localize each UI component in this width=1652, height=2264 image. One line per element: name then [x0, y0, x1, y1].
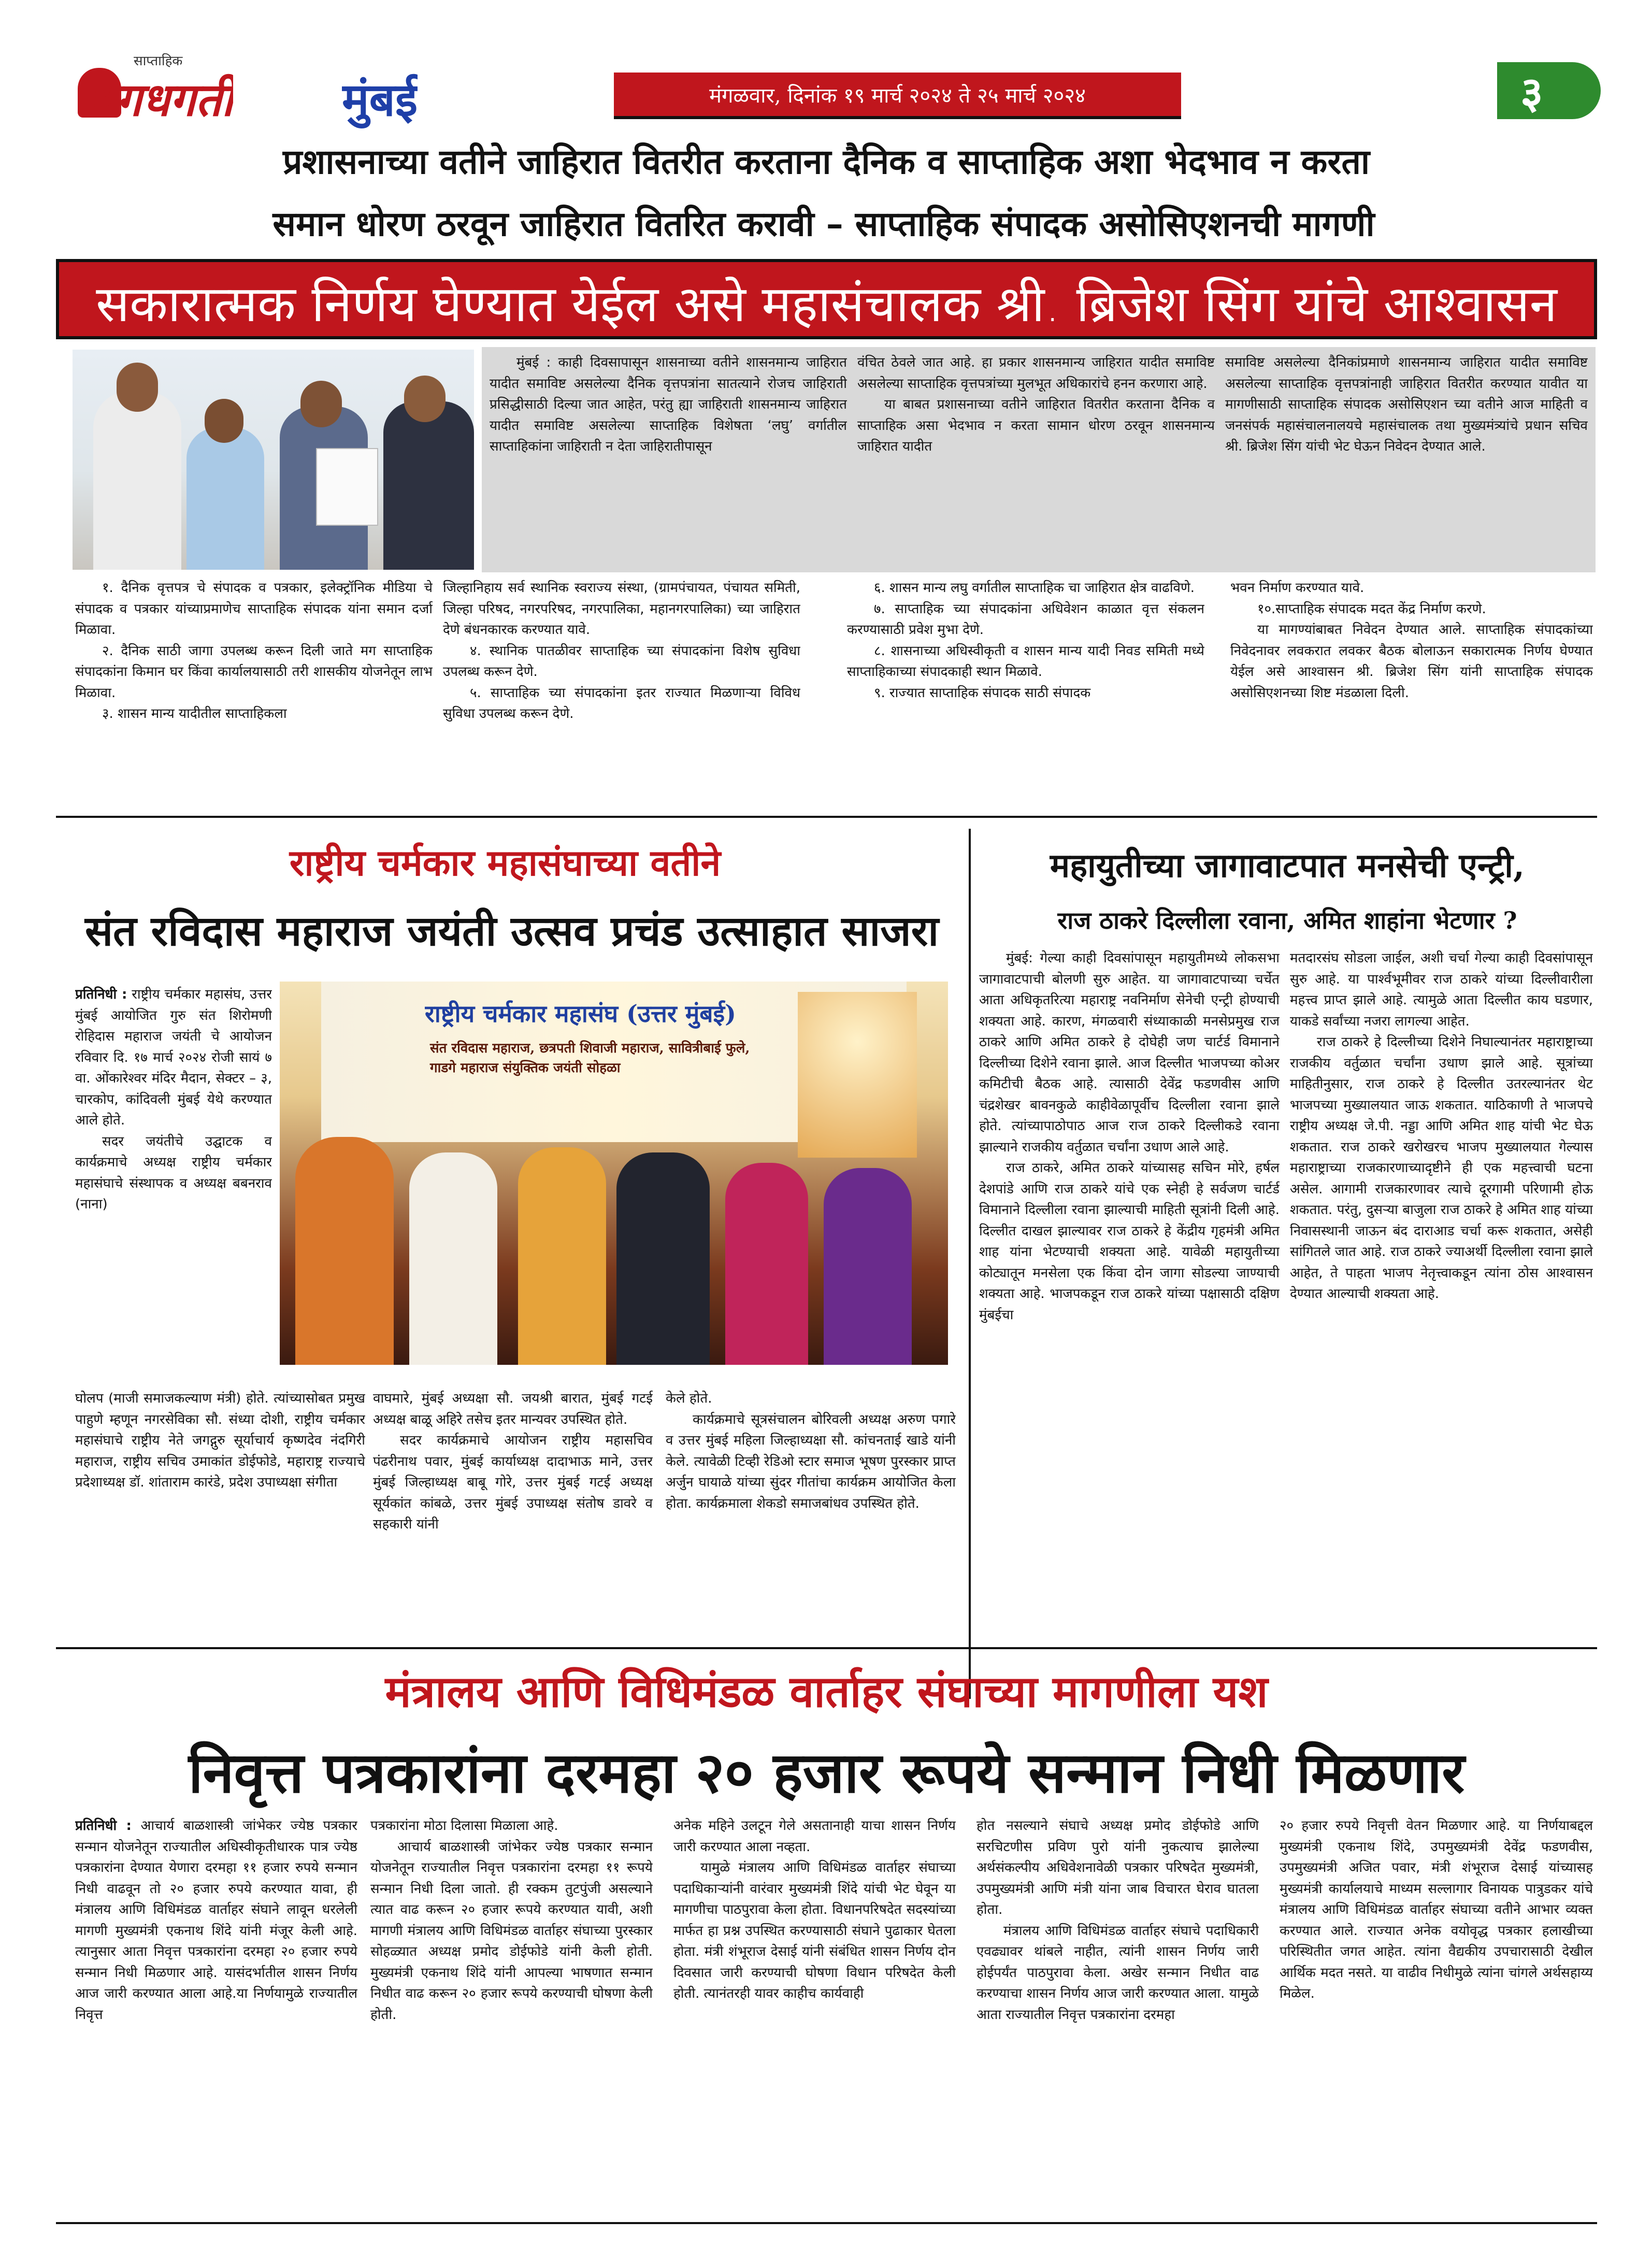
story3-headline: महायुतीच्या जागावाटपात मनसेची एन्ट्री, [1050, 846, 1525, 885]
stage-banner-subtitle: संत रविदास महाराज, छत्रपती शिवाजी महाराज, सावित्रीबाई फुले, गाडगे महाराज संयुक्तिक जयंती सोहळा [430, 1041, 750, 1076]
story2-bottom-col3: केले होते. कार्यक्रमाचे सूत्रसंचालन बोरिवली अध्यक्ष अरुण पगारे व उत्तर मुंबई महिला जिल्हाध्यक्षा सौ. कांचनताई खाडे यांनी केले. त्यावेळी टिव्ही रेडिओ स्टार समाज भूषण पुरस्कार प्राप्त अर्जुन घायाळे यांच्या सुंदर गीतांचा कार्यक्रम आयोजित केला होता. कार्यक्रमाला शेकडो समाजबांधव उपस्थित होते. [666, 1391, 956, 1511]
story1-grey-col3: समाविष्ट असलेल्या दैनिकांप्रमाणे शासनमान्य जाहिरात यादीत समाविष्ट असलेल्या साप्ताहिक वृत्तपत्रांनाही जाहिरात वितरीत करण्यात यावीत या मागणीसाठी साप्ताहिक संपादक असोसिएशन च्या वतीने आज माहिती व जनसंपर्क महासंचालनालयचे महासंचालक तथा मुख्यमंत्र्यांचे प्रधान सचिव श्री. ब्रिजेश सिंग यांची भेट घेऊन निवेदन देण्यात आले. [1225, 355, 1588, 454]
guest-1 [295, 1137, 394, 1365]
story3-subhead: राज ठाकरे दिल्लीला रवाना, अमित शाहांना भेटणार ? [1057, 906, 1517, 934]
story2-kicker: राष्ट्रीय चर्मकार महासंघाच्या वतीने [289, 841, 721, 884]
story2-side-col: प्रतिनिधी : राष्ट्रीय चर्मकार महासंघ, उत्तर मुंबई आयोजित गुरु संत शिरोमणी रोहिदास महाराज जयंती चे आयोजन रविवार दि. १७ मार्च २०२४ रोजी सायं ७ वा. ओंकारेश्वर मंदिर मैदान, सेक्टर – ३, चारकोप, कांदिवली मुंबई येथे करण्यात आले होते. सदर जयंतीचे उद्घाटक व कार्यक्रमाचे अध्यक्ष राष्ट्रीय चर्मकार महासंघाचे संस्थापक व अध्यक्ष बबनराव (नाना) [75, 987, 272, 1212]
person-1 [93, 391, 181, 570]
story1-photo [73, 350, 474, 570]
person-3-head [300, 381, 342, 427]
masthead [0, 0, 1652, 129]
logo-right-text: मुंबई [342, 73, 418, 126]
story3-col2: मतदारसंघ सोडला जाईल, अशी चर्चा गेल्या काही दिवसांपासून सुरु आहे. या पार्श्वभूमीवर राज ठाकरे यांच्या दिल्लीवारीला महत्त्व प्राप्त झाले आहे. त्यामुळे आता दिल्लीत काय घडणार, याकडे सर्वांच्या नजरा लागल्या आहेत. राज ठाकरे हे दिल्लीच्या दिशेने निघाल्यानंतर महाराष्ट्राच्या राजकीय वर्तुळात चर्चांना उधाण झाले आहे. सूत्रांच्या माहितीनुसार, राज ठाकरे हे दिल्लीत उतरल्यानंतर थेट भाजपच्या मुख्यालयात जाऊ शकतात. याठिकाणी ते भाजपचे राष्ट्रीय अध्यक्ष जे.पी. नड्डा आणि अमित शाह यांची भेट घेऊ शकतात. राज ठाकरे खरोखरच भाजप मुख्यालयात गेल्यास महाराष्ट्राच्या राजकारणाच्यादृष्टीने ही एक महत्त्वाची घटना असेल. आगामी राजकारणावर त्याचे दूरगामी परिणामी होऊ शकतात. परंतु, दुसऱ्या बाजुला राज ठाकरे हे अमित शाह यांच्या निवासस्थानी जाऊन बंद दाराआड चर्चा करू शकतात, असेही सांगितले जात आहे. राज ठाकरे ज्याअर्थी दिल्लीला रवाना झाले आहेत, ते पाहता भाजप नेतृत्त्वाकडून त्यांना ठोस आश्वासन देण्यात आल्याची शक्यता आहे. [1290, 950, 1593, 1302]
story1-col1: १. दैनिक वृत्तपत्र चे संपादक व पत्रकार, इलेक्ट्रॉनिक मीडिया चे संपादक व पत्रकार यांच्याप्रमाणेच साप्ताहिक संपादक यांना समान दर्जा मिळावा. २. दैनिक साठी जागा उपलब्ध करून दिली जाते मग साप्ताहिक संपादकांना किमान घर किंवा कार्यालयासाठी तरी शासकीय योजनेतून लाभ मिळावा. ३. शासन मान्य यादीतील साप्ताहिकला [75, 580, 433, 722]
story1-col4: भवन निर्माण करण्यात यावे. १०.साप्ताहिक संपादक मदत केंद्र निर्माण करणे. या मागण्यांबाबत निवेदन देण्यात आले. साप्ताहिक संपादकांच्या निवेदनावर लवकरात लवकर बैठक बोलाऊन सकारात्मक निर्णय घेण्यात येईल असे आश्वासन श्री. ब्रिजेश सिंग यांनी साप्ताहिक संपादक असोसिएशनच्या शिष्ट मंडळाला दिली. [1230, 580, 1593, 701]
story1-grey-col1: मुंबई : काही दिवसापासून शासनाच्या वतीने शासनमान्य जाहिरात यादीत समाविष्ट असलेल्या दैनिक वृत्तपत्रांना सातत्याने रोजच जाहिराती प्रसिद्धीसाठी दिल्या जात आहेत, परंतु ह्या जाहिराती शासनमान्य जाहिरात यादीत समाविष्ट असलेल्या साप्ताहिक विशेषता ‘लघु’ वर्गातील साप्ताहिकांना जाहिराती न देता जाहिरातीपासून [490, 355, 847, 454]
story1-col3: ६. शासन मान्य लघु वर्गातील साप्ताहिक चा जाहिरात क्षेत्र वाढविणे. ७. साप्ताहिक च्या संपादकांना अधिवेशन काळात वृत्त संकलन करण्यासाठी प्रवेश मुभा देणे. ८. शासनाच्या अधिस्वीकृती व शासन मान्य यादी निवड समिती मध्ये साप्ताहिकाच्या संपादकाही स्थान मिळावे. ९. राज्यात साप्ताहिक संपादक साठी संपादक [847, 580, 1204, 701]
saint-portrait [798, 992, 917, 1158]
logo-left-text: धगधगती [88, 73, 234, 126]
story2-headline: संत रविदास महाराज जयंती उत्सव प्रचंड उत्साहात साजरा [84, 906, 939, 955]
column-divider [969, 829, 971, 1699]
person-2-head [205, 399, 243, 443]
story1-col2: जिल्हानिहाय सर्व स्थानिक स्वराज्य संस्था, (ग्रामपंचायत, पंचायत समिती, जिल्हा परिषद, नगरपरिषद, नगरपालिका, महानगरपालिका) च्या जाहिरात देणे बंधनकारक करण्यात यावे. ४. स्थानिक पातळीवर साप्ताहिक च्या संपादकांना विशेष सुविधा उपलब्ध करून देणे. ५. साप्ताहिक च्या संपादकांना इतर राज्यात मिळणाऱ्या विविध सुविधा उपलब्ध करून देणे. [443, 580, 800, 722]
person-1-head [117, 363, 158, 412]
story1-headline-line1: प्रशासनाच्या वतीने जाहिरात वितरीत करताना दैनिक व साप्ताहिक अशा भेदभाव न करता [282, 141, 1370, 182]
story3-col1: मुंबई: गेल्या काही दिवसांपासून महायुतीमध्ये लोकसभा जागावाटपाची बोलणी सुरु आहेत. या जागावाटपाच्या चर्चेत आता अधिकृतरित्या महाराष्ट्र नवनिर्माण सेनेची एन्ट्री होण्याची शक्यता आहे. कारण, मंगळवारी संध्याकाळी मनसेप्रमुख राज ठाकरे आणि अमित ठाकरे हे दोघेही जण चार्टर्ड विमानाने दिल्लीच्या दिशेने रवाना झाले. आज दिल्लीत भाजपच्या कोअर कमिटीची बैठक आहे. त्यासाठी देवेंद्र फडणवीस आणि चंद्रशेखर बावनकुळे काहीवेळापूर्वीच दिल्लीला रवाना झाले होते. त्यांच्यापाठोपाठ आज राज ठाकरे दिल्लीकडे रवाना झाल्याने राजकीय वर्तुळात चर्चांना उधाण आले आहे. राज ठाकरे, अमित ठाकरे यांच्यासह सचिन मोरे, हर्षल देशपांडे आणि राज ठाकरे यांचे एक स्नेही हे सर्वजण चार्टर्ड विमानाने दिल्लीला रवाना झाल्याची माहिती सूत्रांनी दिली आहे. दिल्लीत दाखल झाल्यावर राज ठाकरे हे केंद्रीय गृहमंत्री अमित शाह यांना भेटण्याची शक्यता आहे. यावेळी महायुतीच्या कोट्यातून मनसेला एक किंवा दोन जागा सोडल्या जाण्याची शक्यता आहे. भाजपकडून राज ठाकरे यांच्या पक्षासाठी दक्षिण मुंबईचा [979, 950, 1280, 1323]
story4-col4: होत नसल्याने संघाचे अध्यक्ष प्रमोद डोईफोडे आणि सरचिटणीस प्रविण पुरो यांनी नुकत्याच झालेल्या अर्थसंकल्पीय अधिवेशनावेळी पत्रकार परिषदेत मुख्यमंत्री, उपमुख्यमंत्री आणि मंत्री यांना जाब विचारत घेराव घातला होता. मंत्रालय आणि विधिमंडळ वार्ताहर संघाचे पदाधिकारी एवढ्यावर थांबले नाहीत, त्यांनी शासन निर्णय जारी होईपर्यंत पाठपुरावा केला. अखेर सन्मान निधीत वाढ करण्याचा शासन निर्णय आज जारी करण्यात आला. यामुळे आता राज्यातील निवृत्त पत्रकारांना दरमहा [976, 1818, 1259, 2023]
divider [56, 1647, 1597, 1649]
footer-rule [56, 2222, 1597, 2224]
story4-col3: अनेक महिने उलटून गेले असतानाही याचा शासन निर्णय जारी करण्यात आला नव्हता. यामुळे मंत्रालय आणि विधिमंडळ वार्ताहर संघाच्या पदाधिकाऱ्यांनी वारंवार मुख्यमंत्री शिंदे यांची भेट घेवून या मागणीचा पाठपुरावा केला होता. विधानपरिषदेत सदस्यांच्या मार्फत हा प्रश्न उपस्थित करण्यासाठी संघाने पुढाकार घेतला होता. मंत्री शंभूराज देसाई यांनी संबंधित शासन निर्णय दोन दिवसात जारी करण्याची घोषणा विधान परिषदेत केली होती. त्यानंतरही यावर काहीच कार्यवाही [673, 1818, 956, 2001]
story2-bottom-col1: घोलप (माजी समाजकल्याण मंत्री) होते. त्यांच्यासोबत प्रमुख पाहुणे म्हणून नगरसेविका सौ. संध्या दोशी, राष्ट्रीय चर्मकार महासंघाचे राष्ट्रीय नेते जगद्गुरु सूर्याचार्य कृष्णदेव नंदगिरी महाराज, राष्ट्रीय सचिव उमाकांत डोईफोडे, महाराष्ट्र राज्याचे प्रदेशाध्यक्ष डॉ. शांताराम कारंडे, प्रदेश उपाध्यक्षा संगीता [75, 1391, 365, 1490]
story4-kicker: मंत्रालय आणि विधिमंडळ वार्ताहर संघाच्या मागणीला यश [385, 1666, 1268, 1717]
story1-grey-col2: वंचित ठेवले जात आहे. हा प्रकार शासनमान्य जाहिरात यादीत समाविष्ट असलेल्या साप्ताहिक वृत्तपत्रांच्या मुलभूत अधिकारांचे हनन करणारा आहे. या बाबत प्रशासनाच्या वतीने जाहिरात वितरीत करताना दैनिक व साप्ताहिक असा भेदभाव न करता सामान धोरण ठरवून शासनमान्य जाहिरात यादीत [857, 355, 1215, 454]
guest-5 [725, 1163, 808, 1365]
person-4-head [404, 376, 446, 422]
stage-banner-title: राष्ट्रीय चर्मकार महासंघ (उत्तर मुंबई) [425, 1000, 736, 1028]
masthead-tag: साप्ताहिक [134, 53, 183, 69]
story1-headline-line2: समान धोरण ठरवून जाहिरात वितरित करावी – साप्ताहिक संपादक असोसिएशनची मागणी [272, 204, 1375, 244]
story4-headline: निवृत्त पत्रकारांना दरमहा २० हजार रूपये सन्मान निधी मिळणार [188, 1740, 1465, 1806]
page-number: ३ [1520, 67, 1543, 118]
person-4 [383, 401, 474, 570]
story1-banner-text: सकारात्मक निर्णय घेण्यात येईल असे महासंचालक श्री. ब्रिजेश सिंग यांचे आश्वासन [96, 275, 1557, 333]
story2-bottom-col2: वाघमारे, मुंबई अध्यक्षा सौ. जयश्री बारात, मुंबई गटई अध्यक्ष बाळू अहिरे तसेच इतर मान्यवर उपस्थित होते. सदर कार्यक्रमाचे आयोजन राष्ट्रीय महासचिव पंढरीनाथ पवार, मुंबई कार्याध्यक्ष दादाभाऊ माने, उत्तर मुंबई जिल्हाध्यक्ष बाबू गोरे, उत्तर मुंबई गटई अध्यक्ष सूर्यकांत कांबळे, उत्तर मुंबई उपाध्यक्ष संतोष डावरे व सहकारी यांनी [373, 1391, 653, 1532]
memorandum-paper [316, 448, 378, 526]
logo [78, 65, 451, 126]
story4-col5: २० हजार रुपये निवृत्ती वेतन मिळणार आहे. या निर्णयाबद्दल मुख्यमंत्री एकनाथ शिंदे, उपमुख्यमंत्री देवेंद्र फडणवीस, उपमुख्यमंत्री अजित पवार, मंत्री शंभूराज देसाई यांच्यासह मुख्यमंत्री कार्यालयाचे माध्यम सल्लागार विनायक पात्रुडकर यांचे मंत्रालय आणि विधिमंडळ वार्ताहर संघाच्या वतीने आभार व्यक्त करण्यात आले. राज्यात अनेक वयोवृद्ध पत्रकार हलाखीच्या परिस्थितीत जगत आहेत. त्यांना वैद्यकीय उपचारासाठी देखील आर्थिक मदत नसते. या वाढीव निधीमुळे त्यांना चांगले अर्थसहाय्य मिळेल. [1280, 1818, 1593, 2001]
divider [56, 816, 1597, 818]
guest-4 [616, 1152, 710, 1365]
issue-date: मंगळवार, दिनांक १९ मार्च २०२४ ते २५ मार्च २०२४ [709, 84, 1086, 108]
guest-2 [409, 1152, 497, 1365]
story2-photo [280, 982, 948, 1365]
story4-col1: प्रतिनिधी : आचार्य बाळशास्त्री जांभेकर ज्येष्ठ पत्रकार सन्मान योजनेतून राज्यातील अधिस्वीकृतीधारक पात्र ज्येष्ठ पत्रकारांना देण्यात येणारा दरमहा ११ हजार रुपये सन्मान निधी वाढवून तो २० हजार रुपये करण्यात यावा, ही मंत्रालय आणि विधिमंडळ वार्ताहर संघाने लावून धरलेली मागणी मुख्यमंत्री एकनाथ शिंदे यांनी मंजूर केली आहे. त्यानुसार आता निवृत्त पत्रकारांना दरमहा २० हजार रुपये सन्मान निधी मिळणार आहे. यासंदर्भातील शासन निर्णय आज जारी करण्यात आला आहे.या निर्णयामुळे राज्यातील निवृत्त [75, 1818, 357, 2023]
person-2 [186, 427, 264, 570]
guest-6 [824, 1168, 912, 1365]
guest-3 [518, 1147, 606, 1365]
page-number-tab [1497, 62, 1601, 119]
story4-col2: पत्रकारांना मोठा दिलासा मिळाला आहे. आचार्य बाळशास्त्री जांभेकर ज्येष्ठ पत्रकार सन्मान योजनेतून राज्यातील निवृत्त पत्रकारांना दरमहा ११ रूपये सन्मान निधी दिला जातो. ही रक्कम तुटपुंजी असल्याने त्यात वाढ करून २० हजार रूपये करण्यात यावी, अशी मागणी मंत्रालय आणि विधिमंडळ वार्ताहर संघाच्या पुरस्कार सोहळ्यात अध्यक्ष प्रमोद डोईफोडे यांनी केली होती. मुख्यमंत्री एकनाथ शिंदे यांनी आपल्या भाषणात सन्मान निधीत वाढ करून २० हजार रूपये करण्याची घोषणा केली होती. [370, 1818, 653, 2023]
